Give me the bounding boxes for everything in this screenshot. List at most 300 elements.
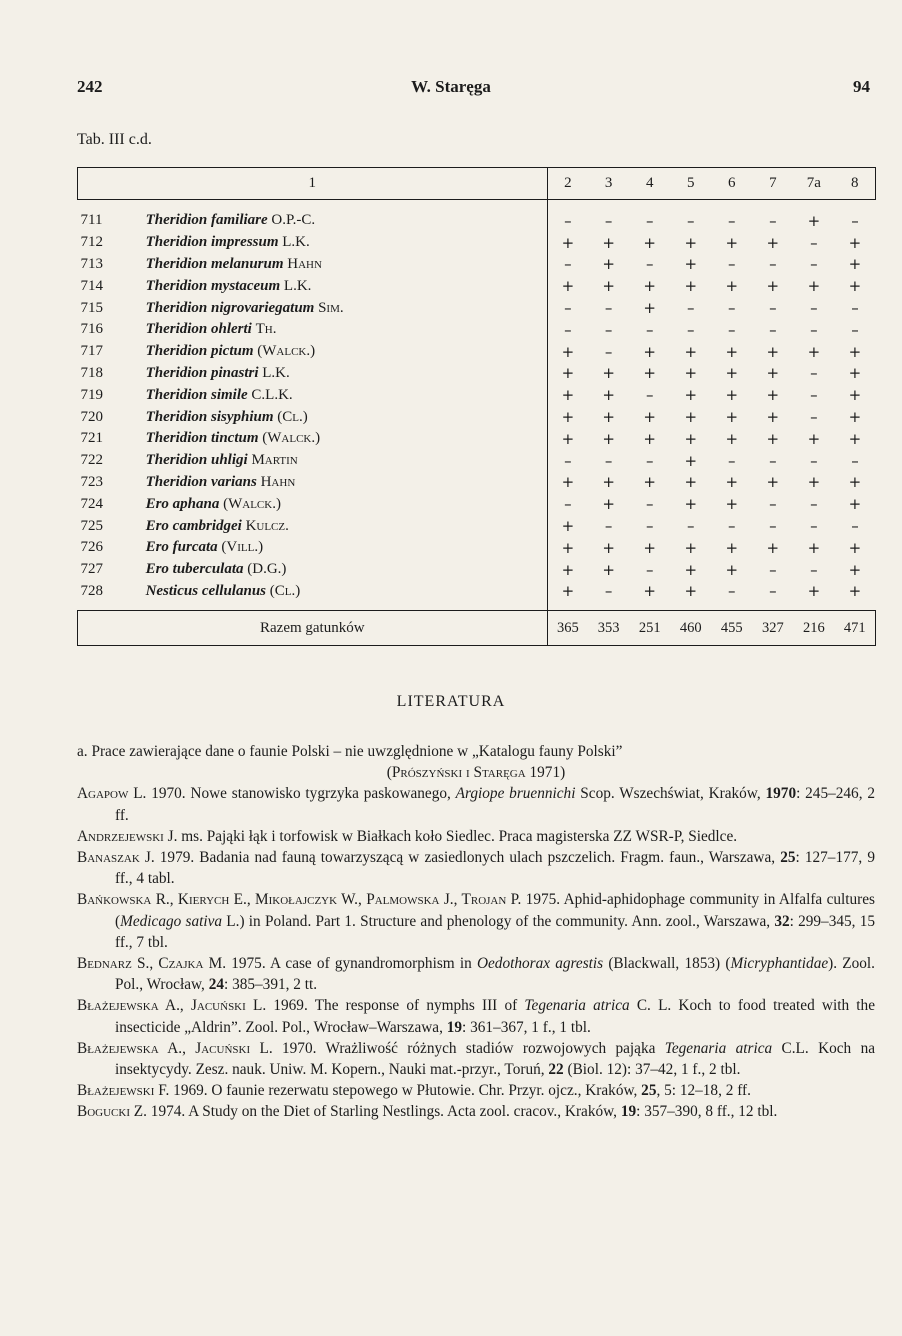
- presence-cell: +: [643, 429, 656, 448]
- presence-cell: +: [807, 277, 821, 296]
- reference-text: 1970. Nowe stanowisko tygrzyka paskowanego,: [146, 785, 456, 803]
- presence-cell: –: [686, 299, 695, 318]
- presence-cell: +: [725, 560, 739, 579]
- presence-cell: +: [766, 386, 780, 405]
- reference-entry: [77, 826, 875, 847]
- row-number: 725: [80, 517, 103, 534]
- presence-cell: +: [643, 582, 656, 601]
- presence-cell: +: [561, 538, 575, 557]
- reference-authors: Bogucki Z.: [77, 1103, 147, 1121]
- presence-cell: +: [602, 386, 615, 405]
- species-binomial: Theridion pinastri: [145, 364, 259, 381]
- species-table: [77, 167, 876, 646]
- presence-cell: +: [807, 473, 821, 492]
- species-name: [132, 254, 548, 276]
- presence-cell: –: [810, 233, 818, 252]
- presence-cell: –: [851, 451, 859, 470]
- reference-text: 1969. O faunie rezerwatu stepowego w Płutowie. Chr. Przyr. ojcz., Kraków,: [169, 1082, 642, 1100]
- presence-cell: –: [645, 255, 654, 274]
- reference-entry: [77, 953, 875, 995]
- presence-cell: –: [564, 255, 572, 274]
- species-author: Martin: [251, 452, 298, 469]
- reference-text: 1979. Badania nad fauną towarzyszącą w zasiedlonych ulach pszczelich. Fragm. faun., Warszawa,: [154, 849, 781, 867]
- column-header: 3: [588, 168, 629, 200]
- table-row: [78, 232, 876, 254]
- reference-text: : 245–246, 2 ff.: [115, 785, 875, 824]
- presence-cell: –: [728, 451, 736, 470]
- table-row: [78, 319, 876, 341]
- species-binomial: Nesticus cellulanus: [145, 582, 266, 599]
- species-binomial: Theridion ohlerti: [145, 321, 252, 338]
- presence-cell: +: [684, 233, 698, 252]
- presence-cell: –: [769, 560, 777, 579]
- presence-cell: –: [851, 517, 859, 536]
- species-binomial: Theridion mystaceum: [145, 277, 281, 294]
- presence-cell: +: [766, 277, 780, 296]
- presence-cell: +: [848, 342, 862, 361]
- table-row: [78, 341, 876, 363]
- species-binomial: Theridion melanurum: [145, 255, 284, 272]
- table-row: [78, 559, 876, 581]
- species-binomial: Theridion varians: [145, 473, 257, 490]
- presence-cell: +: [725, 233, 739, 252]
- presence-cell: +: [725, 538, 739, 557]
- table-row: [78, 472, 876, 494]
- reference-entry: [77, 1080, 875, 1101]
- reference-text: (Blackwall, 1853) (: [603, 955, 731, 973]
- reference-text: : 357–390, 8 ff., 12 tbl.: [636, 1103, 778, 1121]
- presence-cell: +: [602, 560, 615, 579]
- species-name: [132, 297, 548, 319]
- presence-cell: –: [564, 299, 572, 318]
- presence-cell: +: [643, 342, 656, 361]
- reference-text: Scop.: [575, 785, 615, 803]
- row-number: 723: [80, 473, 103, 490]
- reference-text: 1969. The response of nymphs III of: [266, 997, 525, 1015]
- presence-cell: +: [848, 560, 862, 579]
- presence-cell: +: [684, 277, 698, 296]
- presence-cell: +: [602, 233, 615, 252]
- table-header-row: [78, 168, 876, 200]
- row-number: 721: [80, 430, 103, 447]
- presence-cell: –: [604, 299, 613, 318]
- total-value: 365: [547, 611, 588, 646]
- presence-cell: +: [725, 342, 739, 361]
- table-row: [78, 406, 876, 428]
- presence-cell: +: [725, 429, 739, 448]
- table-row: [78, 384, 876, 406]
- row-number: 728: [80, 582, 103, 599]
- reference-authors: Bednarz S., Czajka M.: [77, 955, 227, 973]
- column-header: 8: [834, 168, 875, 200]
- presence-cell: +: [561, 364, 575, 383]
- presence-cell: +: [643, 473, 656, 492]
- species-binomial: Theridion sisyphium: [145, 408, 274, 425]
- presence-cell: –: [810, 299, 818, 318]
- presence-cell: +: [643, 538, 656, 557]
- species-author: (Cl.): [269, 582, 301, 599]
- reference-text: 1970. Wrażliwość różnych stadiów rozwojowych pająka: [272, 1039, 665, 1057]
- row-number: 714: [80, 277, 103, 294]
- total-value: 353: [588, 611, 629, 646]
- presence-cell: –: [810, 517, 818, 536]
- presence-cell: +: [848, 233, 862, 252]
- reference-text: (Biol. 12): 37–42, 1 f., 2 tbl.: [563, 1061, 741, 1079]
- presence-cell: –: [645, 320, 654, 339]
- reference-entry: [77, 783, 875, 825]
- presence-cell: +: [561, 408, 575, 427]
- presence-cell: +: [684, 364, 698, 383]
- reference-volume: 32: [774, 912, 790, 930]
- reference-text: : 361–367, 1 f., 1 tbl.: [462, 1018, 591, 1036]
- presence-cell: +: [848, 364, 862, 383]
- presence-cell: +: [643, 364, 656, 383]
- presence-cell: +: [848, 408, 862, 427]
- reference-volume: 19: [620, 1103, 637, 1121]
- presence-cell: –: [851, 211, 859, 230]
- totals-row: [78, 611, 876, 646]
- reference-entry: [77, 995, 875, 1037]
- species-author: Sim.: [318, 299, 344, 316]
- species-author: (Vill.): [221, 539, 264, 556]
- row-number: 724: [80, 495, 103, 512]
- presence-cell: +: [602, 277, 615, 296]
- reference-text: ). Zool. Pol., Wrocław,: [115, 955, 875, 994]
- table-row: [78, 254, 876, 276]
- species-name: [132, 428, 548, 450]
- presence-cell: –: [769, 320, 777, 339]
- presence-cell: +: [602, 495, 615, 514]
- presence-cell: +: [602, 429, 615, 448]
- total-value: 251: [629, 611, 670, 646]
- presence-cell: +: [561, 233, 575, 252]
- reference-volume: 1970: [765, 785, 797, 803]
- column-header: 6: [711, 168, 752, 200]
- presence-cell: +: [684, 538, 698, 557]
- row-number: 712: [80, 234, 103, 251]
- presence-cell: +: [561, 517, 575, 536]
- species-binomial: Theridion impressum: [145, 234, 279, 251]
- species-name: [132, 275, 548, 297]
- table-body: [78, 200, 876, 603]
- species-binomial: Ero furcata: [145, 539, 218, 556]
- species-name: [132, 319, 548, 341]
- species-name: [132, 581, 548, 603]
- row-number: 718: [80, 364, 103, 381]
- presence-cell: –: [564, 320, 572, 339]
- species-author: (Walck.): [257, 343, 316, 360]
- species-author: Th.: [255, 321, 277, 338]
- presence-cell: +: [602, 364, 615, 383]
- presence-cell: –: [564, 451, 572, 470]
- presence-cell: +: [643, 277, 656, 296]
- species-binomial: Theridion uhligi: [145, 452, 248, 469]
- presence-cell: –: [769, 451, 777, 470]
- presence-cell: +: [643, 408, 656, 427]
- presence-cell: +: [848, 473, 862, 492]
- presence-cell: +: [807, 342, 821, 361]
- table-row: [78, 363, 876, 385]
- reference-entry: [77, 889, 875, 953]
- species-author: (Cl.): [277, 408, 308, 425]
- table-row: [78, 493, 876, 515]
- reference-taxon: Tegenaria atrica: [524, 997, 630, 1015]
- species-author: Hahn: [260, 473, 296, 490]
- presence-cell: –: [728, 582, 736, 601]
- reference-volume: 24: [208, 976, 224, 994]
- totals-label: Razem gatunków: [78, 611, 548, 646]
- literature-heading: LITERATURA: [396, 693, 506, 710]
- presence-cell: –: [604, 211, 613, 230]
- presence-cell: +: [848, 429, 862, 448]
- presence-cell: –: [810, 364, 818, 383]
- presence-cell: +: [766, 429, 780, 448]
- species-author: (Walck.): [262, 430, 321, 447]
- reference-authors: Błażejewska A., Jacuński L.: [77, 997, 267, 1015]
- species-author: (D.G.): [247, 561, 287, 578]
- reference-text: Wszechświat, Kraków,: [614, 785, 766, 803]
- presence-cell: –: [604, 342, 613, 361]
- species-binomial: Theridion simile: [145, 386, 248, 403]
- reference-authors: Błażejewska A., Jacuński L.: [77, 1039, 273, 1057]
- presence-cell: +: [561, 342, 575, 361]
- note-a-text: a. Prace zawierające dane o faunie Polski – nie uwzględnione w „Katalogu fauny Polski”: [77, 743, 623, 760]
- reference-text: 1975. A case of gynandromorphism in: [226, 955, 477, 973]
- species-author: C.L.K.: [251, 386, 293, 403]
- species-name: [132, 559, 548, 581]
- presence-cell: +: [684, 451, 698, 470]
- presence-cell: +: [684, 386, 698, 405]
- species-name: [132, 515, 548, 537]
- reference-taxon: Micryphantidae: [730, 955, 829, 973]
- table-row: [78, 428, 876, 450]
- presence-cell: +: [684, 429, 698, 448]
- page-number-right: 94: [853, 77, 870, 96]
- presence-cell: –: [810, 560, 818, 579]
- species-binomial: Ero aphana: [145, 495, 220, 512]
- row-number: 727: [80, 561, 103, 578]
- presence-cell: –: [686, 517, 695, 536]
- presence-cell: +: [602, 473, 615, 492]
- presence-cell: +: [807, 538, 821, 557]
- presence-cell: –: [604, 517, 613, 536]
- species-binomial: Ero tuberculata: [145, 561, 244, 578]
- presence-cell: –: [810, 408, 818, 427]
- presence-cell: +: [766, 473, 780, 492]
- species-binomial: Theridion nigrovariegatum: [145, 299, 315, 316]
- species-name: [132, 363, 548, 385]
- reference-volume: 19: [446, 1018, 463, 1036]
- presence-cell: +: [848, 277, 862, 296]
- reference-volume: 25: [641, 1082, 657, 1100]
- total-value: 327: [752, 611, 793, 646]
- presence-cell: –: [645, 386, 654, 405]
- presence-cell: –: [810, 320, 818, 339]
- column-header: 4: [629, 168, 670, 200]
- row-number: 717: [80, 343, 103, 360]
- species-name: [132, 472, 548, 494]
- reference-taxon: Tegenaria atrica: [664, 1039, 773, 1057]
- species-name: [132, 450, 548, 472]
- presence-cell: –: [728, 211, 736, 230]
- presence-cell: +: [643, 299, 656, 318]
- presence-cell: –: [810, 255, 818, 274]
- column-header: 5: [670, 168, 711, 200]
- reference-taxon: Argiope bruennichi: [455, 785, 576, 803]
- presence-cell: +: [725, 364, 739, 383]
- table-row: [78, 581, 876, 603]
- presence-cell: +: [766, 364, 780, 383]
- row-number: 716: [80, 321, 103, 338]
- reference-authors: Bańkowska R., Kierych E., Mikołajczyk W., Palmowska J., Trojan P.: [77, 891, 522, 909]
- presence-cell: –: [604, 451, 613, 470]
- presence-cell: –: [686, 320, 695, 339]
- species-author: O.P.-C.: [271, 212, 316, 229]
- table-row: [78, 297, 876, 319]
- presence-cell: –: [769, 517, 777, 536]
- species-binomial: Ero cambridgei: [145, 517, 242, 534]
- presence-cell: –: [769, 211, 777, 230]
- presence-cell: +: [602, 538, 615, 557]
- presence-cell: +: [643, 233, 656, 252]
- row-number: 719: [80, 386, 103, 403]
- row-number: 715: [80, 299, 103, 316]
- presence-cell: +: [807, 582, 821, 601]
- presence-cell: –: [564, 495, 572, 514]
- presence-cell: +: [602, 408, 615, 427]
- presence-cell: –: [564, 211, 572, 230]
- presence-cell: –: [769, 299, 777, 318]
- presence-cell: +: [766, 538, 780, 557]
- reference-text: 1975. Aphid-aphidophage community in Alfalfa cultures (: [115, 891, 876, 930]
- total-value: 460: [670, 611, 711, 646]
- table-row: [78, 515, 876, 537]
- presence-cell: +: [561, 429, 575, 448]
- total-value: 216: [793, 611, 834, 646]
- presence-cell: +: [684, 408, 698, 427]
- presence-cell: +: [766, 233, 780, 252]
- presence-cell: +: [684, 473, 698, 492]
- presence-cell: +: [561, 582, 575, 601]
- species-author: L.K.: [282, 234, 310, 251]
- reference-text: : 127–177, 9 ff., 4 tabl.: [115, 849, 875, 888]
- row-number: 726: [80, 539, 103, 556]
- presence-cell: –: [645, 451, 654, 470]
- page-number-left: 242: [77, 77, 103, 96]
- running-head: [0, 77, 902, 101]
- literature-list: [77, 741, 875, 1123]
- presence-cell: –: [769, 495, 777, 514]
- presence-cell: +: [561, 277, 575, 296]
- row-number: 720: [80, 408, 103, 425]
- presence-cell: –: [645, 560, 654, 579]
- presence-cell: +: [684, 495, 698, 514]
- presence-cell: +: [807, 211, 821, 230]
- species-author: Kulcz.: [245, 517, 289, 534]
- presence-cell: +: [725, 386, 739, 405]
- presence-cell: +: [725, 495, 739, 514]
- presence-cell: –: [810, 386, 818, 405]
- literature-note: [77, 741, 875, 783]
- presence-cell: –: [728, 320, 736, 339]
- presence-cell: +: [561, 473, 575, 492]
- total-value: 471: [834, 611, 875, 646]
- reference-authors: Agapow L.: [77, 785, 147, 803]
- running-head-author: W. Staręga: [411, 77, 491, 96]
- presence-cell: +: [725, 277, 739, 296]
- species-author: L.K.: [262, 364, 290, 381]
- presence-cell: –: [728, 255, 736, 274]
- presence-cell: +: [807, 429, 821, 448]
- presence-cell: +: [684, 560, 698, 579]
- presence-cell: –: [810, 495, 818, 514]
- presence-cell: –: [769, 255, 777, 274]
- presence-cell: –: [604, 320, 613, 339]
- presence-cell: +: [848, 538, 862, 557]
- species-author: Hahn: [287, 255, 322, 272]
- species-name: [132, 493, 548, 515]
- reference-text: : 385–391, 2 tt.: [224, 976, 318, 994]
- reference-volume: 22: [548, 1061, 564, 1079]
- row-number: 711: [80, 212, 103, 229]
- reference-volume: 25: [780, 849, 796, 867]
- column-header: 1: [78, 168, 548, 200]
- presence-cell: –: [686, 211, 695, 230]
- reference-entry: [77, 1101, 875, 1122]
- reference-text: L.) in Poland. Part 1. Structure and phenology of the community. Ann. zool., Warszawa,: [222, 912, 775, 930]
- presence-cell: +: [684, 255, 698, 274]
- presence-cell: –: [728, 299, 736, 318]
- reference-entry: [77, 1038, 875, 1080]
- table-row: [78, 450, 876, 472]
- species-binomial: Theridion pictum: [145, 343, 254, 360]
- presence-cell: +: [766, 342, 780, 361]
- presence-cell: +: [848, 582, 862, 601]
- table-row: [78, 537, 876, 559]
- total-value: 455: [711, 611, 752, 646]
- note-a-continuation: (Prószyński i Staręga 1971): [386, 764, 566, 782]
- reference-text: C. L. Koch to food treated with the insecticide „Aldrin”. Zool. Pol., Wrocław–Warszawa,: [115, 997, 875, 1036]
- presence-cell: +: [684, 582, 698, 601]
- reference-text: : 299–345, 15 ff., 7 tbl.: [115, 912, 876, 951]
- species-author: (Walck.): [223, 495, 281, 512]
- presence-cell: +: [684, 342, 698, 361]
- presence-cell: +: [766, 408, 780, 427]
- species-author: L.K.: [283, 277, 312, 294]
- presence-cell: –: [851, 320, 859, 339]
- species-binomial: Theridion tinctum: [145, 430, 259, 447]
- reference-text: C.L. Koch na insektycydy. Zesz. nauk. Uniw. M. Kopern., Nauki mat.-przyr., Toruń,: [115, 1039, 876, 1079]
- row-number: 722: [80, 452, 103, 469]
- column-header: 7a: [793, 168, 834, 200]
- species-name: [132, 232, 548, 254]
- species-name: [132, 384, 548, 406]
- presence-cell: –: [645, 211, 654, 230]
- presence-cell: –: [645, 517, 654, 536]
- species-name: [132, 341, 548, 363]
- presence-cell: +: [848, 495, 862, 514]
- presence-cell: +: [725, 473, 739, 492]
- presence-cell: –: [728, 517, 736, 536]
- presence-cell: –: [604, 582, 613, 601]
- reference-taxon: Oedothorax agrestis: [476, 955, 604, 973]
- reference-authors: Andrzejewski J.: [77, 827, 178, 845]
- reference-taxon: Medicago sativa: [120, 912, 223, 930]
- presence-cell: +: [561, 386, 575, 405]
- presence-cell: –: [645, 495, 654, 514]
- species-name: [132, 537, 548, 559]
- presence-cell: +: [848, 255, 862, 274]
